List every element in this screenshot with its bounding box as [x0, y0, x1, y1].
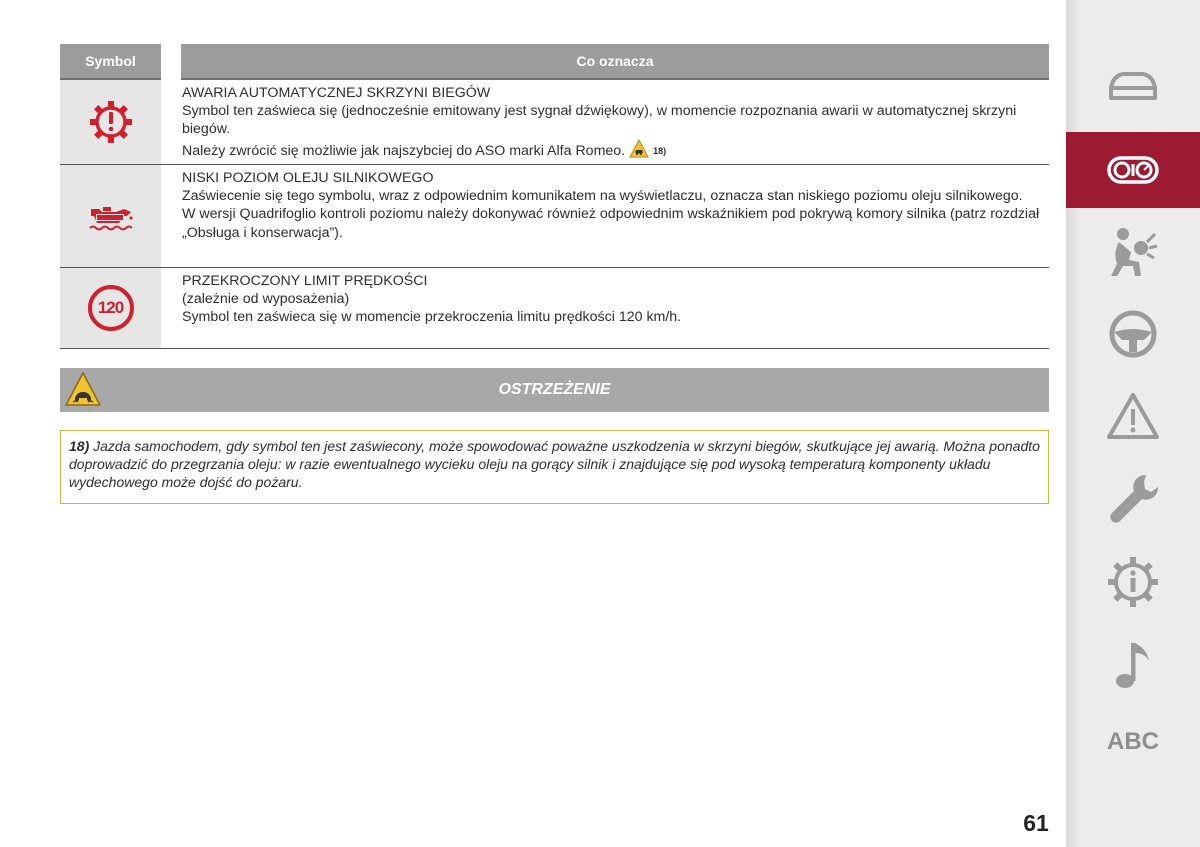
footnote-ref[interactable]: 18): [653, 145, 667, 156]
row-text: [182, 139, 1041, 163]
speed-limit-value: 120: [97, 298, 124, 317]
sidebar-item-safety[interactable]: [1066, 214, 1200, 290]
warning-text: Jazda samochodem, gdy symbol ten jest zaświecony, może spowodować poważne uszkodzenia w skrzyni biegów, skutkujące jej awarią. Można ponadto doprowadzić do przegrzania oleju: w razie ewentualnego wycieku oleju na gorący silnik i znajdujące się pod wysoką temperaturą komponenty układu wydechowego może dojść do pożaru.: [69, 438, 1040, 490]
table-header: [60, 44, 1049, 80]
row-text: Symbol ten zaświeca się (jednocześnie emitowany jest sygnał dźwiękowy), w momencie rozpoznania awarii w automatycznej skrzyni biegów.: [182, 103, 1017, 138]
airbag-person-icon: [1105, 224, 1161, 280]
oil-level-icon: [60, 165, 161, 267]
warning-triangle-icon: [629, 139, 649, 163]
sidebar-item-driving[interactable]: [1066, 296, 1200, 372]
sidebar-item-emergency[interactable]: [1066, 378, 1200, 454]
row-title: AWARIA AUTOMATYCZNEJ SKRZYNI BIEGÓW: [182, 85, 491, 101]
row-text-inline: Należy zwrócić się możliwie jak najszybciej do ASO marki Alfa Romeo.: [182, 142, 626, 159]
info-gear-icon: [1106, 555, 1160, 609]
warning-triangle-icon: [1106, 391, 1160, 441]
page-number: 61: [1023, 810, 1049, 836]
sidebar-item-car[interactable]: [1066, 48, 1200, 124]
table-row: [60, 80, 1049, 165]
footnote-number: 18): [69, 438, 90, 454]
warning-lights-table: [60, 44, 1049, 349]
warning-text-box: [60, 430, 1049, 504]
header-symbol: Symbol: [60, 44, 161, 80]
sidebar-item-dashboard[interactable]: [1066, 132, 1200, 208]
wrench-icon: [1106, 471, 1160, 529]
warning-header: [60, 368, 1049, 412]
header-meaning: Co oznacza: [181, 44, 1049, 80]
row-title: PRZEKROCZONY LIMIT PRĘDKOŚCI: [182, 273, 428, 289]
sidebar-item-technical-data[interactable]: [1066, 544, 1200, 620]
gear-warning-icon: [60, 80, 161, 164]
speed-limit-icon: [60, 268, 161, 348]
row-text: (zależnie od wyposażenia): [182, 291, 350, 308]
steering-wheel-icon: [1107, 308, 1159, 360]
sidebar-item-maintenance[interactable]: [1066, 462, 1200, 538]
row-description: [161, 268, 1049, 348]
warning-title: OSTRZEŻENIE: [498, 381, 611, 398]
sidebar-item-index[interactable]: ABC: [1107, 728, 1159, 755]
dashboard-icon: [1105, 150, 1161, 190]
row-text: Zaświecenie się tego symbolu, wraz z odpowiednim komunikatem na wyświetlaczu, oznacza stan niskiego poziomu oleju silnikowego.: [182, 188, 1023, 205]
row-description: [161, 165, 1049, 267]
row-description: [161, 80, 1049, 164]
table-row: [60, 165, 1049, 268]
row-text: Symbol ten zaświeca się w momencie przekroczenia limitu prędkości 120 km/h.: [182, 309, 682, 326]
row-text: W wersji Quadrifoglio kontroli poziomu należy dokonywać również odpowiednim wskaźnikiem pod pokrywą komory silnika (patrz rozdział „Obsługa i konserwacja”).: [182, 206, 1040, 241]
sidebar-item-multimedia[interactable]: [1066, 626, 1200, 702]
row-title: NISKI POZIOM OLEJU SILNIKOWEGO: [182, 170, 434, 186]
table-row: [60, 268, 1049, 349]
car-icon: [1105, 66, 1161, 106]
music-note-icon: [1111, 637, 1155, 691]
